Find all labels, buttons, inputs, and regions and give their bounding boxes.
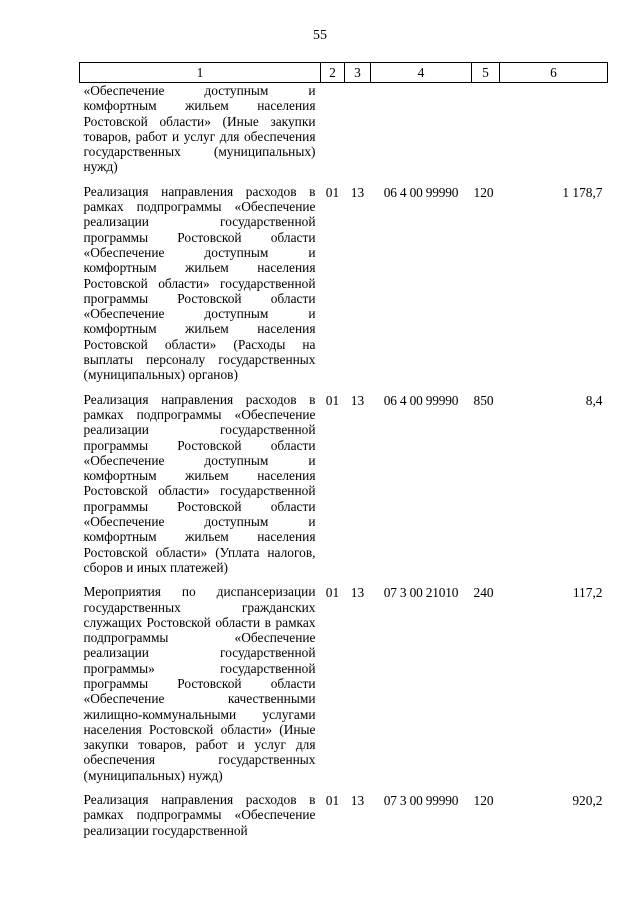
row-name: Мероприятия по диспансеризации государственных гражданских служащих Ростовской области в рамках подпрограммы «Обеспечение реализации государственной программы» государственной программы Ростовской области «Обеспечение качественными жилищно-коммунальными услугами населения Ростовской области» (Иные закупки товаров, работ и услуг для обеспечения государственных (муниципальных) нужд) — [83, 584, 316, 783]
row-amount — [500, 83, 608, 184]
table-row — [80, 184, 608, 392]
row-amount: 1 178,7 — [562, 184, 603, 200]
table-row — [80, 792, 608, 847]
row-target-code: 06 4 00 99990 — [383, 184, 459, 200]
row-expense-type: 240 — [473, 585, 494, 601]
row-amount: 8,4 — [585, 392, 603, 408]
column-header-section: 2 — [321, 63, 345, 83]
row-name: Реализация направления расходов в рамках подпрограммы «Обеспечение реализации государственной — [83, 792, 316, 838]
row-amount: 117,2 — [572, 585, 603, 601]
row-target-code: 07 3 00 99990 — [383, 793, 459, 809]
row-name: Реализация направления расходов в рамках подпрограммы «Обеспечение реализации государственной программы Ростовской области «Обеспечение доступным и комфортным жильем населения Ростовской области» государственной программы Ростовской области «Обеспечение доступным и комфортным жильем населения Ростовской области» (Уплата налогов, сборов и иных платежей) — [83, 391, 316, 575]
column-header-name: 1 — [80, 63, 321, 83]
row-section: 01 — [325, 392, 340, 408]
budget-table — [79, 62, 608, 847]
row-subsection: 13 — [350, 392, 365, 408]
column-header-subsection: 3 — [345, 63, 371, 83]
row-expense-type: 120 — [473, 793, 494, 809]
row-name: «Обеспечение доступным и комфортным жильем населения Ростовской области» (Иные закупки товаров, работ и услуг для обеспечения государственных (муниципальных) нужд) — [83, 83, 316, 175]
row-target-code: 07 3 00 21010 — [383, 585, 459, 601]
row-section: 01 — [325, 585, 340, 601]
row-expense-type — [472, 83, 500, 184]
table-header-row — [80, 63, 608, 83]
row-name: Реализация направления расходов в рамках подпрограммы «Обеспечение реализации государственной программы Ростовской области «Обеспечение доступным и комфортным жильем населения Ростовской области» государственной программы Ростовской области «Обеспечение доступным и комфортным жильем населения Ростовской области» (Расходы на выплаты персоналу государственных (муниципальных) органов) — [83, 183, 316, 383]
page-number: 55 — [313, 28, 327, 43]
table-row — [80, 392, 608, 585]
column-header-target-code: 4 — [371, 63, 472, 83]
row-subsection — [345, 83, 371, 184]
row-section — [321, 83, 345, 184]
row-subsection: 13 — [350, 184, 365, 200]
column-header-amount: 6 — [500, 63, 608, 83]
table-row — [80, 83, 608, 184]
row-section: 01 — [325, 793, 340, 809]
row-expense-type: 850 — [473, 392, 494, 408]
row-subsection: 13 — [350, 793, 365, 809]
row-section: 01 — [325, 184, 340, 200]
row-subsection: 13 — [350, 585, 365, 601]
row-target-code: 06 4 00 99990 — [383, 392, 459, 408]
table-row — [80, 584, 608, 792]
column-header-expense-type: 5 — [472, 63, 500, 83]
row-target-code — [371, 83, 472, 184]
row-amount: 920,2 — [572, 793, 603, 809]
row-expense-type: 120 — [473, 184, 494, 200]
